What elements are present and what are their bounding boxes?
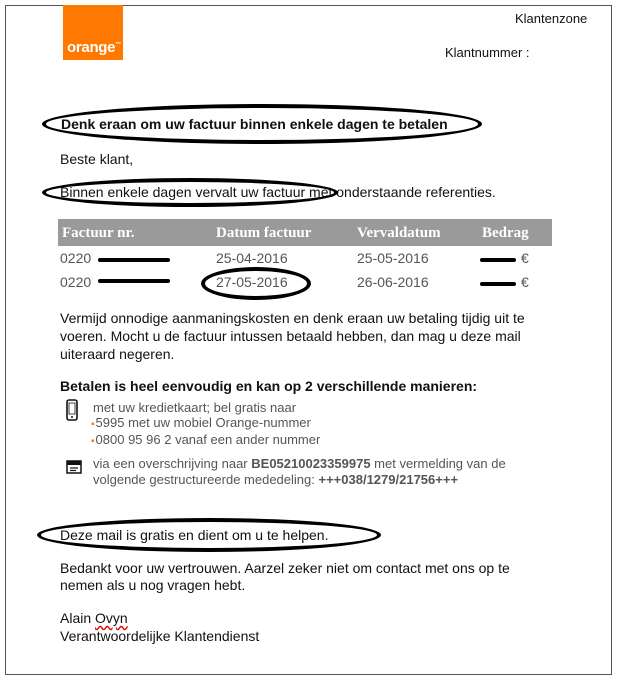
- structured-reference: +++038/1279/21756+++: [318, 472, 459, 487]
- invoice-date: 25-04-2016: [216, 250, 288, 266]
- currency-symbol: €: [521, 274, 529, 290]
- invoice-prefix: 0220: [60, 274, 92, 290]
- column-amount: Bedrag: [482, 225, 529, 241]
- paragraph-line: uiteraard negeren.: [60, 346, 175, 362]
- card-option-mobile: ▪5995 met uw mobiel Orange-nummer: [91, 415, 311, 430]
- bank-transfer-icon: [65, 458, 83, 476]
- zone-label: Klantenzone: [515, 11, 588, 26]
- paragraph-line: voeren. Mocht u de factuur intussen betaald hebben, dan mag u deze mail: [60, 328, 521, 344]
- greeting: Beste klant,: [60, 151, 134, 167]
- signature-department: Verantwoordelijke Klantendienst: [60, 628, 260, 644]
- free-mail-note: Deze mail is gratis en dient om u te helpen.: [60, 527, 329, 543]
- orange-logo: [63, 5, 123, 60]
- iban-number: BE05210023359975: [251, 456, 371, 471]
- card-payment-text: met uw kredietkaart; bel gratis naar: [93, 400, 297, 415]
- column-invoice-number: Factuur nr.: [62, 225, 135, 241]
- redaction-mark: [480, 282, 516, 286]
- due-date: 25-05-2016: [357, 250, 429, 266]
- thanks-line: Bedankt voor uw vertrouwen. Aarzel zeker niet om contact met ons op te: [60, 560, 510, 576]
- invoice-date: 27-05-2016: [216, 274, 288, 290]
- transfer-line-2: volgende gestructureerde mededeling: +++038/1279/21756+++: [93, 472, 459, 487]
- column-invoice-date: Datum factuur: [216, 225, 312, 241]
- brand-name: orange™: [67, 39, 121, 56]
- invoice-table-header: [58, 219, 552, 246]
- card-option-landline: ▪0800 95 96 2 vanaf een ander nummer: [91, 432, 321, 447]
- thanks-line: nemen als u nog vragen hebt.: [60, 577, 246, 593]
- signature-name: Alain Ovyn: [60, 610, 128, 626]
- transfer-line-1: via een overschrijving naar BE05210023359975 met vermelding van de: [93, 456, 506, 471]
- redaction-mark: [98, 258, 170, 262]
- headline: Denk eraan om uw factuur binnen enkele dagen te betalen: [61, 116, 448, 132]
- mobile-phone-icon: [66, 399, 78, 421]
- currency-symbol: €: [521, 250, 529, 266]
- redaction-mark: [98, 279, 170, 283]
- invoice-prefix: 0220: [60, 250, 92, 266]
- customer-number-label: Klantnummer :: [445, 45, 530, 60]
- redaction-mark: [480, 258, 516, 262]
- payment-title: Betalen is heel eenvoudig en kan op 2 verschillende manieren:: [60, 378, 478, 394]
- paragraph-line: Vermijd onnodige aanmaningskosten en denk eraan uw betaling tijdig uit te: [60, 310, 525, 326]
- column-due-date: Vervaldatum: [357, 225, 441, 241]
- intro-text: Binnen enkele dagen vervalt uw factuur met onderstaande referenties.: [60, 184, 496, 200]
- due-date: 26-06-2016: [357, 274, 429, 290]
